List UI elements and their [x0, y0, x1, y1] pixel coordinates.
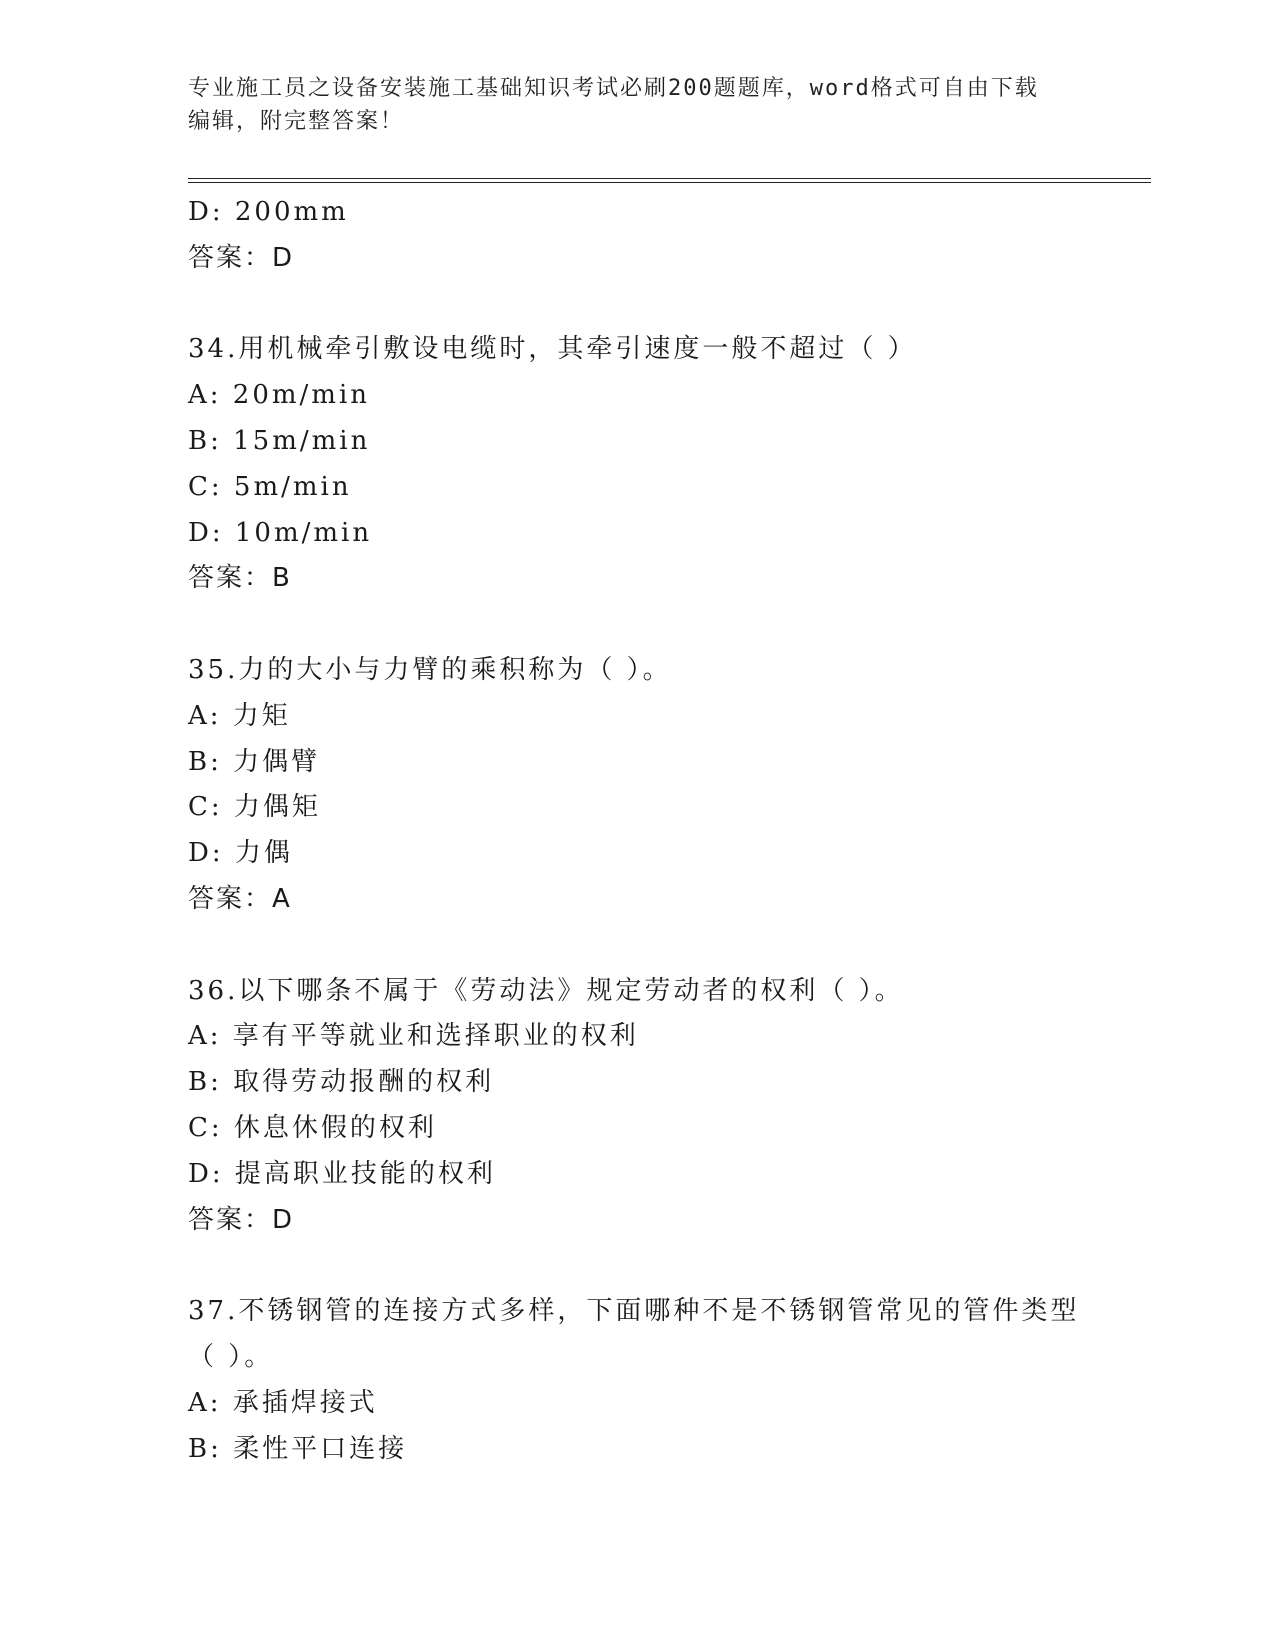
question-37	[188, 1289, 1148, 1472]
option-line: D: 200mm	[188, 197, 349, 227]
question-34	[188, 327, 1148, 602]
header-rule-bottom	[188, 182, 1151, 183]
header-line-1: 专业施工员之设备安装施工基础知识考试必刷200题题库，word格式可自由下载	[188, 76, 1039, 101]
header-line-2: 编辑，附完整答案！	[188, 109, 405, 134]
option-line: B: 柔性平口连接	[188, 1433, 408, 1464]
option-line: C: 5m/min	[188, 471, 352, 502]
spacer	[188, 1243, 1148, 1289]
answer-line: 答案：D	[188, 1204, 295, 1235]
question-stem: 37.不锈钢管的连接方式多样，下面哪种不是不锈钢管常见的管件类型	[188, 1296, 1080, 1327]
question-36	[188, 969, 1148, 1244]
spacer	[188, 602, 1148, 648]
question-stem: 36.以下哪条不属于《劳动法》规定劳动者的权利（ ）。	[188, 975, 904, 1006]
option-line: B: 力偶臂	[188, 746, 321, 777]
question-35	[188, 648, 1148, 923]
option-line: A: 享有平等就业和选择职业的权利	[188, 1021, 639, 1052]
question-stem: 35.力的大小与力臂的乘积称为（ ）。	[188, 654, 672, 685]
option-line: A: 20m/min	[188, 380, 371, 411]
question-list	[188, 190, 1148, 1472]
option-line: C: 休息休假的权利	[188, 1112, 437, 1143]
header-rule-top	[188, 178, 1151, 179]
question-stem-continued: （ ）。	[188, 1341, 274, 1372]
spacer	[188, 282, 1148, 328]
answer-line: 答案：D	[188, 242, 295, 273]
page-header	[188, 72, 1088, 138]
option-line: D: 10m/min	[188, 517, 373, 548]
question-continuation	[188, 190, 1148, 282]
option-line: C: 力偶矩	[188, 792, 321, 823]
answer-line: 答案：A	[188, 883, 292, 914]
option-line: D: 力偶	[188, 838, 293, 869]
option-line: B: 15m/min	[188, 425, 371, 456]
spacer	[188, 923, 1148, 969]
option-line: A: 力矩	[188, 700, 291, 731]
question-stem: 34.用机械牵引敷设电缆时，其牵引速度一般不超过（ ）	[188, 334, 917, 365]
option-line: D: 提高职业技能的权利	[188, 1158, 496, 1189]
option-line: B: 取得劳动报酬的权利	[188, 1067, 495, 1098]
answer-line: 答案：B	[188, 563, 292, 594]
option-line: A: 承插焊接式	[188, 1387, 378, 1418]
